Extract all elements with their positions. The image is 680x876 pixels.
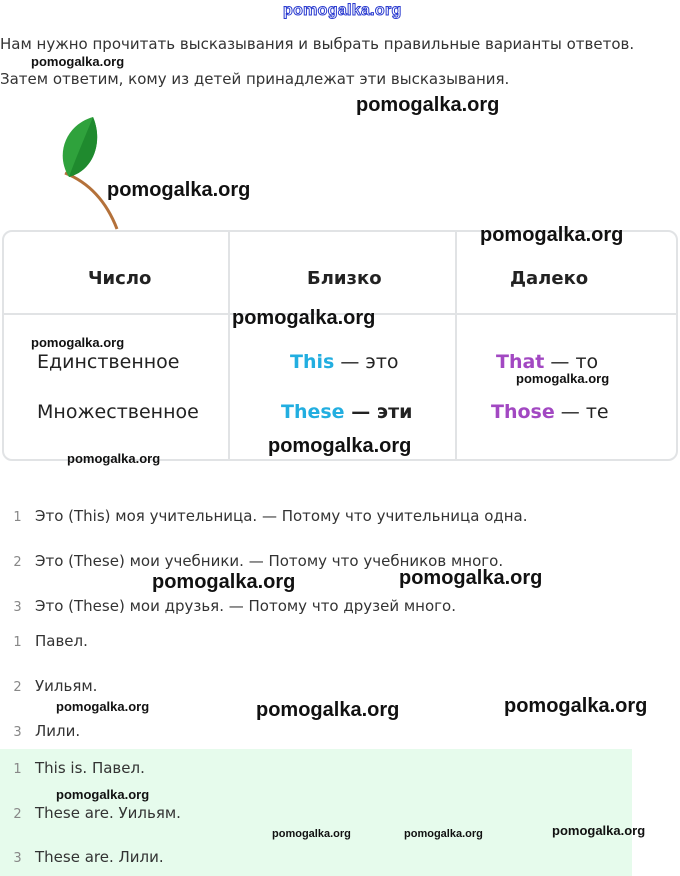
header-far: Далеко <box>510 268 589 289</box>
leaf-icon <box>55 115 125 233</box>
cell-this: This — это <box>290 351 399 373</box>
intro-line-2: Затем ответим, кому из детей принадлежат эти высказывания. <box>0 70 510 88</box>
answer-item: 2 These are. Уильям. <box>13 804 181 822</box>
watermark: pomogalka.org <box>232 307 376 329</box>
watermark: pomogalka.org <box>404 828 483 840</box>
cell-singular: Единственное <box>37 351 180 373</box>
cell-that: That — то <box>496 351 599 373</box>
list-item: 2 Это (These) мои учебники. — Потому что учебников много. <box>13 552 504 570</box>
header-number: Число <box>88 268 152 289</box>
header-near: Близко <box>307 268 382 289</box>
intro-line-1: Нам нужно прочитать высказывания и выбрать правильные варианты ответов. <box>0 35 635 53</box>
cell-these: These — эти <box>281 401 413 423</box>
list-item: 1 Павел. <box>13 632 88 650</box>
cell-plural: Множественное <box>37 401 199 423</box>
watermark: pomogalka.org <box>283 2 402 19</box>
list-item: 2 Уильям. <box>13 677 98 695</box>
answer-item: 3 These are. Лили. <box>13 848 164 866</box>
watermark: pomogalka.org <box>56 699 150 714</box>
watermark: pomogalka.org <box>152 571 296 593</box>
cell-those: Those — те <box>491 401 609 423</box>
watermark: pomogalka.org <box>31 335 125 350</box>
watermark: pomogalka.org <box>256 699 400 721</box>
list-item: 3 Лили. <box>13 722 81 740</box>
watermark: pomogalka.org <box>356 94 500 116</box>
watermark: pomogalka.org <box>272 828 351 840</box>
watermark: pomogalka.org <box>516 371 610 386</box>
watermark: pomogalka.org <box>56 787 150 802</box>
watermark: pomogalka.org <box>504 695 648 717</box>
list-item: 3 Это (These) мои друзья. — Потому что друзей много. <box>13 597 456 615</box>
watermark: pomogalka.org <box>107 179 251 201</box>
watermark: pomogalka.org <box>552 823 646 838</box>
watermark: pomogalka.org <box>399 567 543 589</box>
list-item: 1 Это (This) моя учительница. — Потому что учительница одна. <box>13 507 528 525</box>
watermark: pomogalka.org <box>480 224 624 246</box>
answer-item: 1 This is. Павел. <box>13 759 145 777</box>
watermark: pomogalka.org <box>31 54 125 69</box>
watermark: pomogalka.org <box>268 435 412 457</box>
watermark: pomogalka.org <box>67 451 161 466</box>
